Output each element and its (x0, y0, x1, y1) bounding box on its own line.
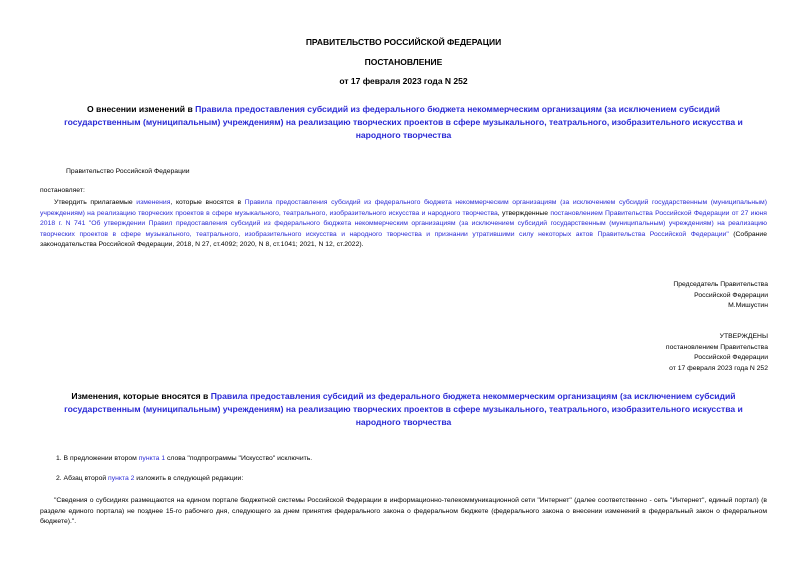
changes-title-prefix: Изменения, которые вносятся в (71, 391, 211, 401)
changes-title (50, 390, 757, 429)
org-heading: ПРАВИТЕЛЬСТВО РОССИЙСКОЙ ФЕДЕРАЦИИ (305, 37, 502, 47)
p1-text-a: Утвердить прилагаемые (54, 199, 137, 206)
resolves-text: постановляет: (40, 187, 85, 194)
resolution-paragraph (40, 198, 767, 251)
signature-position: Председатель Правительства (673, 281, 768, 288)
p1-text-b: , которые вносятся в (170, 199, 245, 206)
change-2-text-a: 2. Абзац второй (56, 475, 109, 482)
point-2-link[interactable]: пункта 2 (108, 475, 135, 482)
signature-name: М.Мишустин (728, 302, 768, 310)
p1-text-c: , утвержденные (497, 209, 551, 217)
issuer-text: Правительство Российской Федерации (66, 168, 190, 175)
change-1-text-b: слова "подпрограммы "Искусство" исключить. (165, 455, 313, 462)
changes-link[interactable]: изменения (136, 199, 171, 206)
title-prefix: О внесении изменений в (86, 104, 196, 114)
date-number-heading: от 17 февраля 2023 года N 252 (339, 76, 468, 86)
doc-type-heading: ПОСТАНОВЛЕНИЕ (364, 57, 443, 67)
signature-country: Российской Федерации (694, 291, 768, 299)
approved-country: Российской Федерации (694, 354, 768, 362)
approved-label: УТВЕРЖДЕНЫ (719, 333, 768, 340)
approval-block (560, 332, 768, 374)
change-1-text-a: 1. В предложении втором (56, 455, 139, 462)
approved-by: постановлением Правительства (665, 343, 768, 351)
signature-block (560, 280, 768, 312)
quoted-paragraph: "Сведения о субсидиях размещаются на едином портале бюджетной системы Российской Федерации в информационно-телекоммуникационной сети "Интернет" (далее соответственно - сеть "Интернет", единый портал) (в разделе единого портала) не позднее 15-го рабочего дня, следующего за днем принятия федерального закона о федеральном бюджете (федерального закона о внесении изменений в федеральный закон о федеральном бюджете).". (40, 497, 767, 525)
point-1-link[interactable]: пункта 1 (138, 455, 166, 462)
decree-741-link[interactable]: постановлением Правительства Российской Федерации от 27 июня 2018 г. N 741 "Об утверждении Правил предоставления субсидий из федерального бюджета некоммерческим организациям (за исключением субсидий государственным (муниципальным) учреждениям) на реализацию творческих проектов в сфере музыкального, театрального, изобразительного искусства и народного творчества и признании утратившими силу некоторых актов Правительства Российской Федерации" (40, 209, 767, 238)
rules-link[interactable]: Правила предоставления субсидий из федерального бюджета некоммерческим организациям (за исключением субсидий государственным (муниципальным) учреждениям) на реализацию творческих проектов в сфере музыкального, театрального, изобразительного искусства и народного творчества (64, 104, 743, 140)
p1-text-d: (Собрание законодательства Российской Федерации, 2018, N 27, ст.4092; 2020, N 8, ст.1041; 2021, N 12, ст.2022). (40, 230, 767, 248)
change-item-1 (56, 454, 312, 465)
document-title (50, 103, 757, 142)
change-2-text-b: изложить в следующей редакции: (134, 475, 244, 482)
rules-link-body[interactable]: Правила предоставления субсидий из федерального бюджета некоммерческим организациям (за исключением субсидий государственным (муниципальным) учреждениям) на реализацию творческих проектов в сфере музыкального, театрального, изобразительного искусства и народного творчества (40, 199, 767, 217)
approved-date: от 17 февраля 2023 года N 252 (669, 364, 768, 372)
change-item-2 (56, 474, 243, 485)
rules-link-changes[interactable]: Правила предоставления субсидий из федерального бюджета некоммерческим организациям (за исключением субсидий государственным (муниципальным) учреждениям) на реализацию творческих проектов в сфере музыкального, театрального, изобразительного искусства и народного творчества (64, 391, 743, 427)
